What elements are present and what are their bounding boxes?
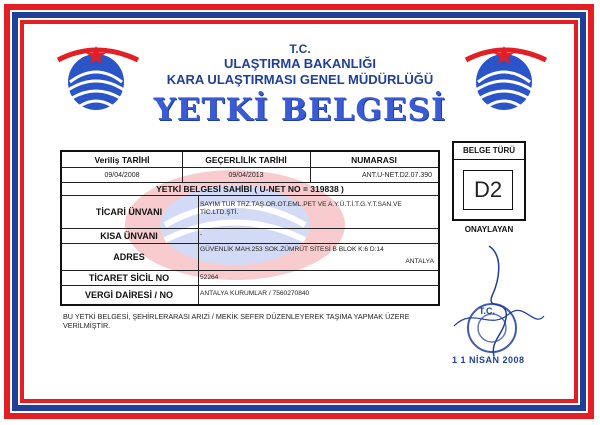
license-info-table — [60, 150, 440, 306]
document-type-divider — [454, 159, 524, 160]
address-label: ADRES — [113, 252, 145, 262]
short-name-label: KISA ÜNVANI — [100, 231, 158, 241]
stamp-text: T.C. — [479, 306, 496, 316]
ministry-globe-emblem-right — [458, 42, 550, 116]
tax-office-label: VERGİ DAİRESİ / NO — [84, 290, 173, 300]
registry-value: 52264 — [200, 274, 219, 281]
address-value: GÜVENLİK MAH.253 SOK.ZÜMRÜT SİTESİ B BLOK K:6 D:14 — [200, 246, 384, 253]
address-city: ANTALYA — [405, 258, 434, 265]
document-type-label: BELGE TÜRÜ — [463, 146, 515, 155]
stamp-date: 1 1 NİSAN 2008 — [452, 355, 525, 365]
republic-heading: T.C. — [289, 42, 311, 56]
document-type-code: D2 — [463, 170, 513, 210]
document-type-box — [452, 141, 526, 221]
issue-date-value: 09/04/2008 — [104, 171, 140, 179]
trade-name-label: TİCARİ ÜNVANI — [95, 207, 163, 217]
registry-label: TİCARET SİCİL NO — [88, 273, 170, 283]
short-name-value: - — [200, 231, 203, 238]
number-value: ANT.U-NET.D2.07.390 — [361, 171, 432, 179]
directorate-heading: KARA ULAŞTIRMASI GENEL MÜDÜRLÜĞÜ — [166, 72, 434, 87]
footnote-text: BU YETKİ BELGESİ, ŞEHİRLERARASI ARIZİ / MEKİK SEFER DÜZENLEYEREK TAŞIMA YAPMAK ÜZERE VERİLMİŞTİR. — [63, 312, 410, 331]
issue-date-header: Veriliş TARİHİ — [94, 154, 150, 165]
ministry-globe-emblem-left — [50, 42, 142, 116]
trade-name-value: SAYIM TUR TRZ.TAŞ.OR.OT.EML.PET VE A.Y.Ü.T.İ.T.G.Y.T.SAN.VE TİC.LTD.ŞTİ. — [200, 201, 402, 217]
document-title: YETKİ BELGESİ — [153, 92, 447, 128]
holder-heading: YETKİ BELGESİ SAHİBİ ( U-NET NO = 319838 ) — [156, 184, 344, 194]
validity-date-header: GEÇERLİLİK TARİHİ — [205, 154, 287, 165]
number-header: NUMARASI — [351, 154, 397, 165]
validity-date-value: 09/04/2013 — [228, 171, 264, 179]
tax-office-value: ANTALYA KURUMLAR / 7560270840 — [200, 290, 310, 297]
ministry-heading: ULAŞTIRMA BAKANLIĞI — [224, 56, 376, 71]
approved-by-label: ONAYLAYAN — [464, 225, 514, 234]
